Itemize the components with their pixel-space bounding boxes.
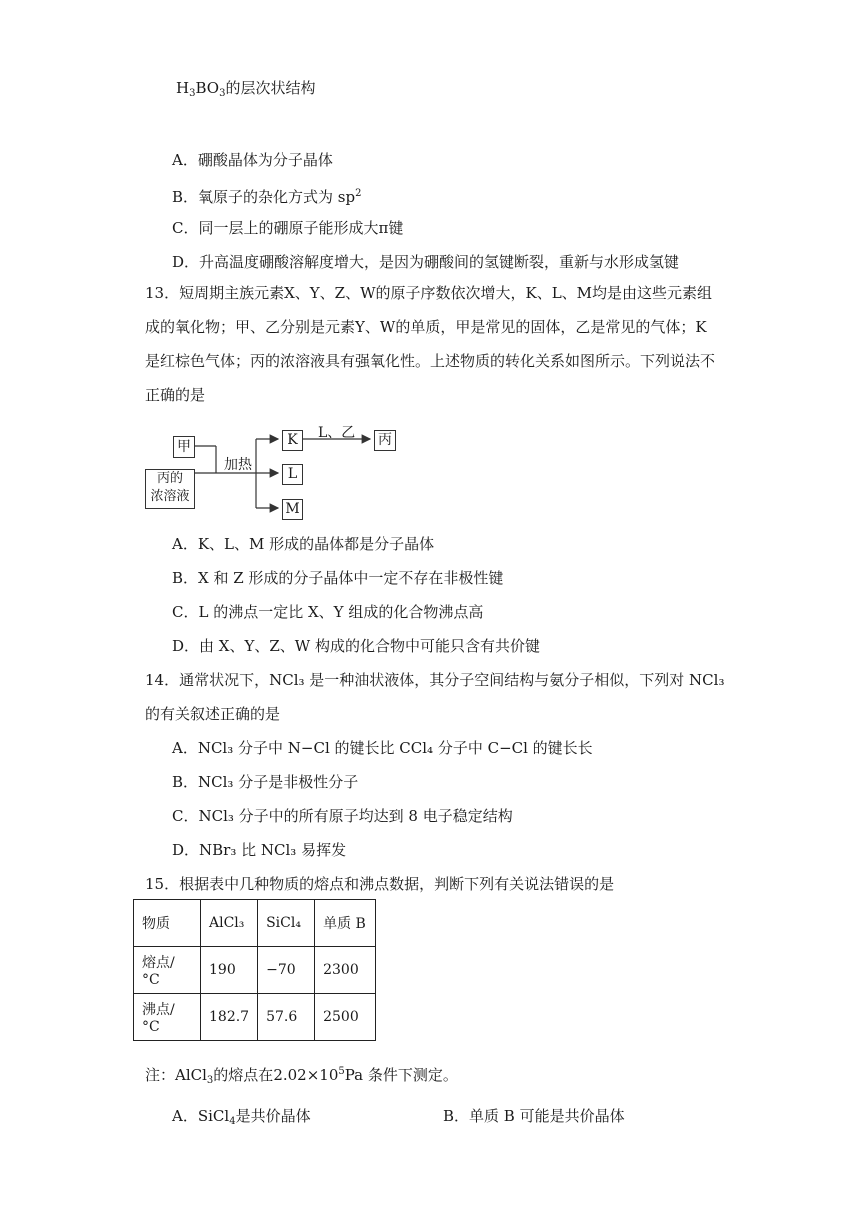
q12-option-a: A．硼酸晶体为分子晶体 <box>172 151 333 169</box>
table-cell: 沸点/°C <box>134 994 201 1041</box>
q14-option-a: A．NCl₃ 分子中 N−Cl 的键长比 CCl₄ 分子中 C−Cl 的键长长 <box>172 739 593 757</box>
table-cell: 2300 <box>315 947 376 994</box>
q13-stem: 13．短周期主族元素X、Y、Z、W的原子序数依次增大，K、L、M均是由这些元素组成的氧化物；甲、乙分别是元素Y、W的单质，甲是常见的固体，乙是常见的气体；K是红棕色气体；丙的浓溶液具有强氧化性。上述物质的转化关系如图所示。下列说法不正确的是 <box>145 284 716 404</box>
table-cell: −70 <box>258 947 315 994</box>
q14-stem-line1: 14．通常状况下，NCl₃ 是一种油状液体，其分子空间结构与氨分子相似，下列对 NCl₃ <box>145 671 725 689</box>
q13-option-b: B．X 和 Z 形成的分子晶体中一定不存在非极性键 <box>172 569 504 587</box>
q13-conversion-diagram <box>140 422 400 522</box>
table-header-cell: 单质 B <box>315 900 376 947</box>
label-heat: 加热 <box>224 457 252 473</box>
q14-option-b: B．NCl₃ 分子是非极性分子 <box>172 773 359 791</box>
q15-stem: 15．根据表中几种物质的熔点和沸点数据，判断下列有关说法错误的是 <box>145 875 615 893</box>
q12-option-d: D．升高温度硼酸溶解度增大，是因为硼酸间的氢键断裂，重新与水形成氢键 <box>172 253 680 271</box>
label-l-yi: L、乙 <box>318 425 356 441</box>
q13-option-a: A．K、L、M 形成的晶体都是分子晶体 <box>172 535 435 553</box>
q14-option-d: D．NBr₃ 比 NCl₃ 易挥发 <box>172 841 347 859</box>
q15-note: 注：AlCl$_3$的熔点在$2.02\times 10^5Pa$ 条件下测定。 <box>145 1066 458 1086</box>
node-bing-conc-line2: 浓溶液 <box>150 489 190 504</box>
node-l: L <box>282 464 303 485</box>
table-cell: 190 <box>201 947 258 994</box>
table-cell: 2500 <box>315 994 376 1041</box>
q13-option-c: C．L 的沸点一定比 X、Y 组成的化合物沸点高 <box>172 603 484 621</box>
node-bing-conc-line1: 丙的 <box>156 471 183 486</box>
table-row <box>134 994 376 1041</box>
node-k: K <box>282 430 303 451</box>
q13-option-d: D．由 X、Y、Z、W 构成的化合物中可能只含有共价键 <box>172 637 540 655</box>
q12-structure-caption: $H_3BO_3$的层次状结构 <box>176 79 316 99</box>
node-bing-conc <box>145 469 195 509</box>
q14-stem-line2: 的有关叙述正确的是 <box>145 705 281 723</box>
q15-option-b: B．单质 B 可能是共价晶体 <box>443 1107 625 1125</box>
node-bing: 丙 <box>374 430 396 451</box>
q14-option-c: C．NCl₃ 分子中的所有原子均达到 8 电子稳定结构 <box>172 807 513 825</box>
table-header-cell: 物质 <box>134 900 201 947</box>
q15-data-table <box>133 899 376 1041</box>
table-row <box>134 947 376 994</box>
q15-option-a: A．SiCl$_4$是共价晶体 <box>172 1107 311 1127</box>
q12-option-c: C．同一层上的硼原子能形成大π键 <box>172 219 404 237</box>
table-cell: 182.7 <box>201 994 258 1041</box>
table-cell: 熔点/°C <box>134 947 201 994</box>
node-m: M <box>282 499 303 520</box>
table-header-row <box>134 900 376 947</box>
table-cell: 57.6 <box>258 994 315 1041</box>
q12-option-b: B．氧原子的杂化方式为 $sp^2$ <box>172 188 362 206</box>
node-jia: 甲 <box>173 436 195 458</box>
table-header-cell: SiCl₄ <box>258 900 315 947</box>
table-header-cell: AlCl₃ <box>201 900 258 947</box>
